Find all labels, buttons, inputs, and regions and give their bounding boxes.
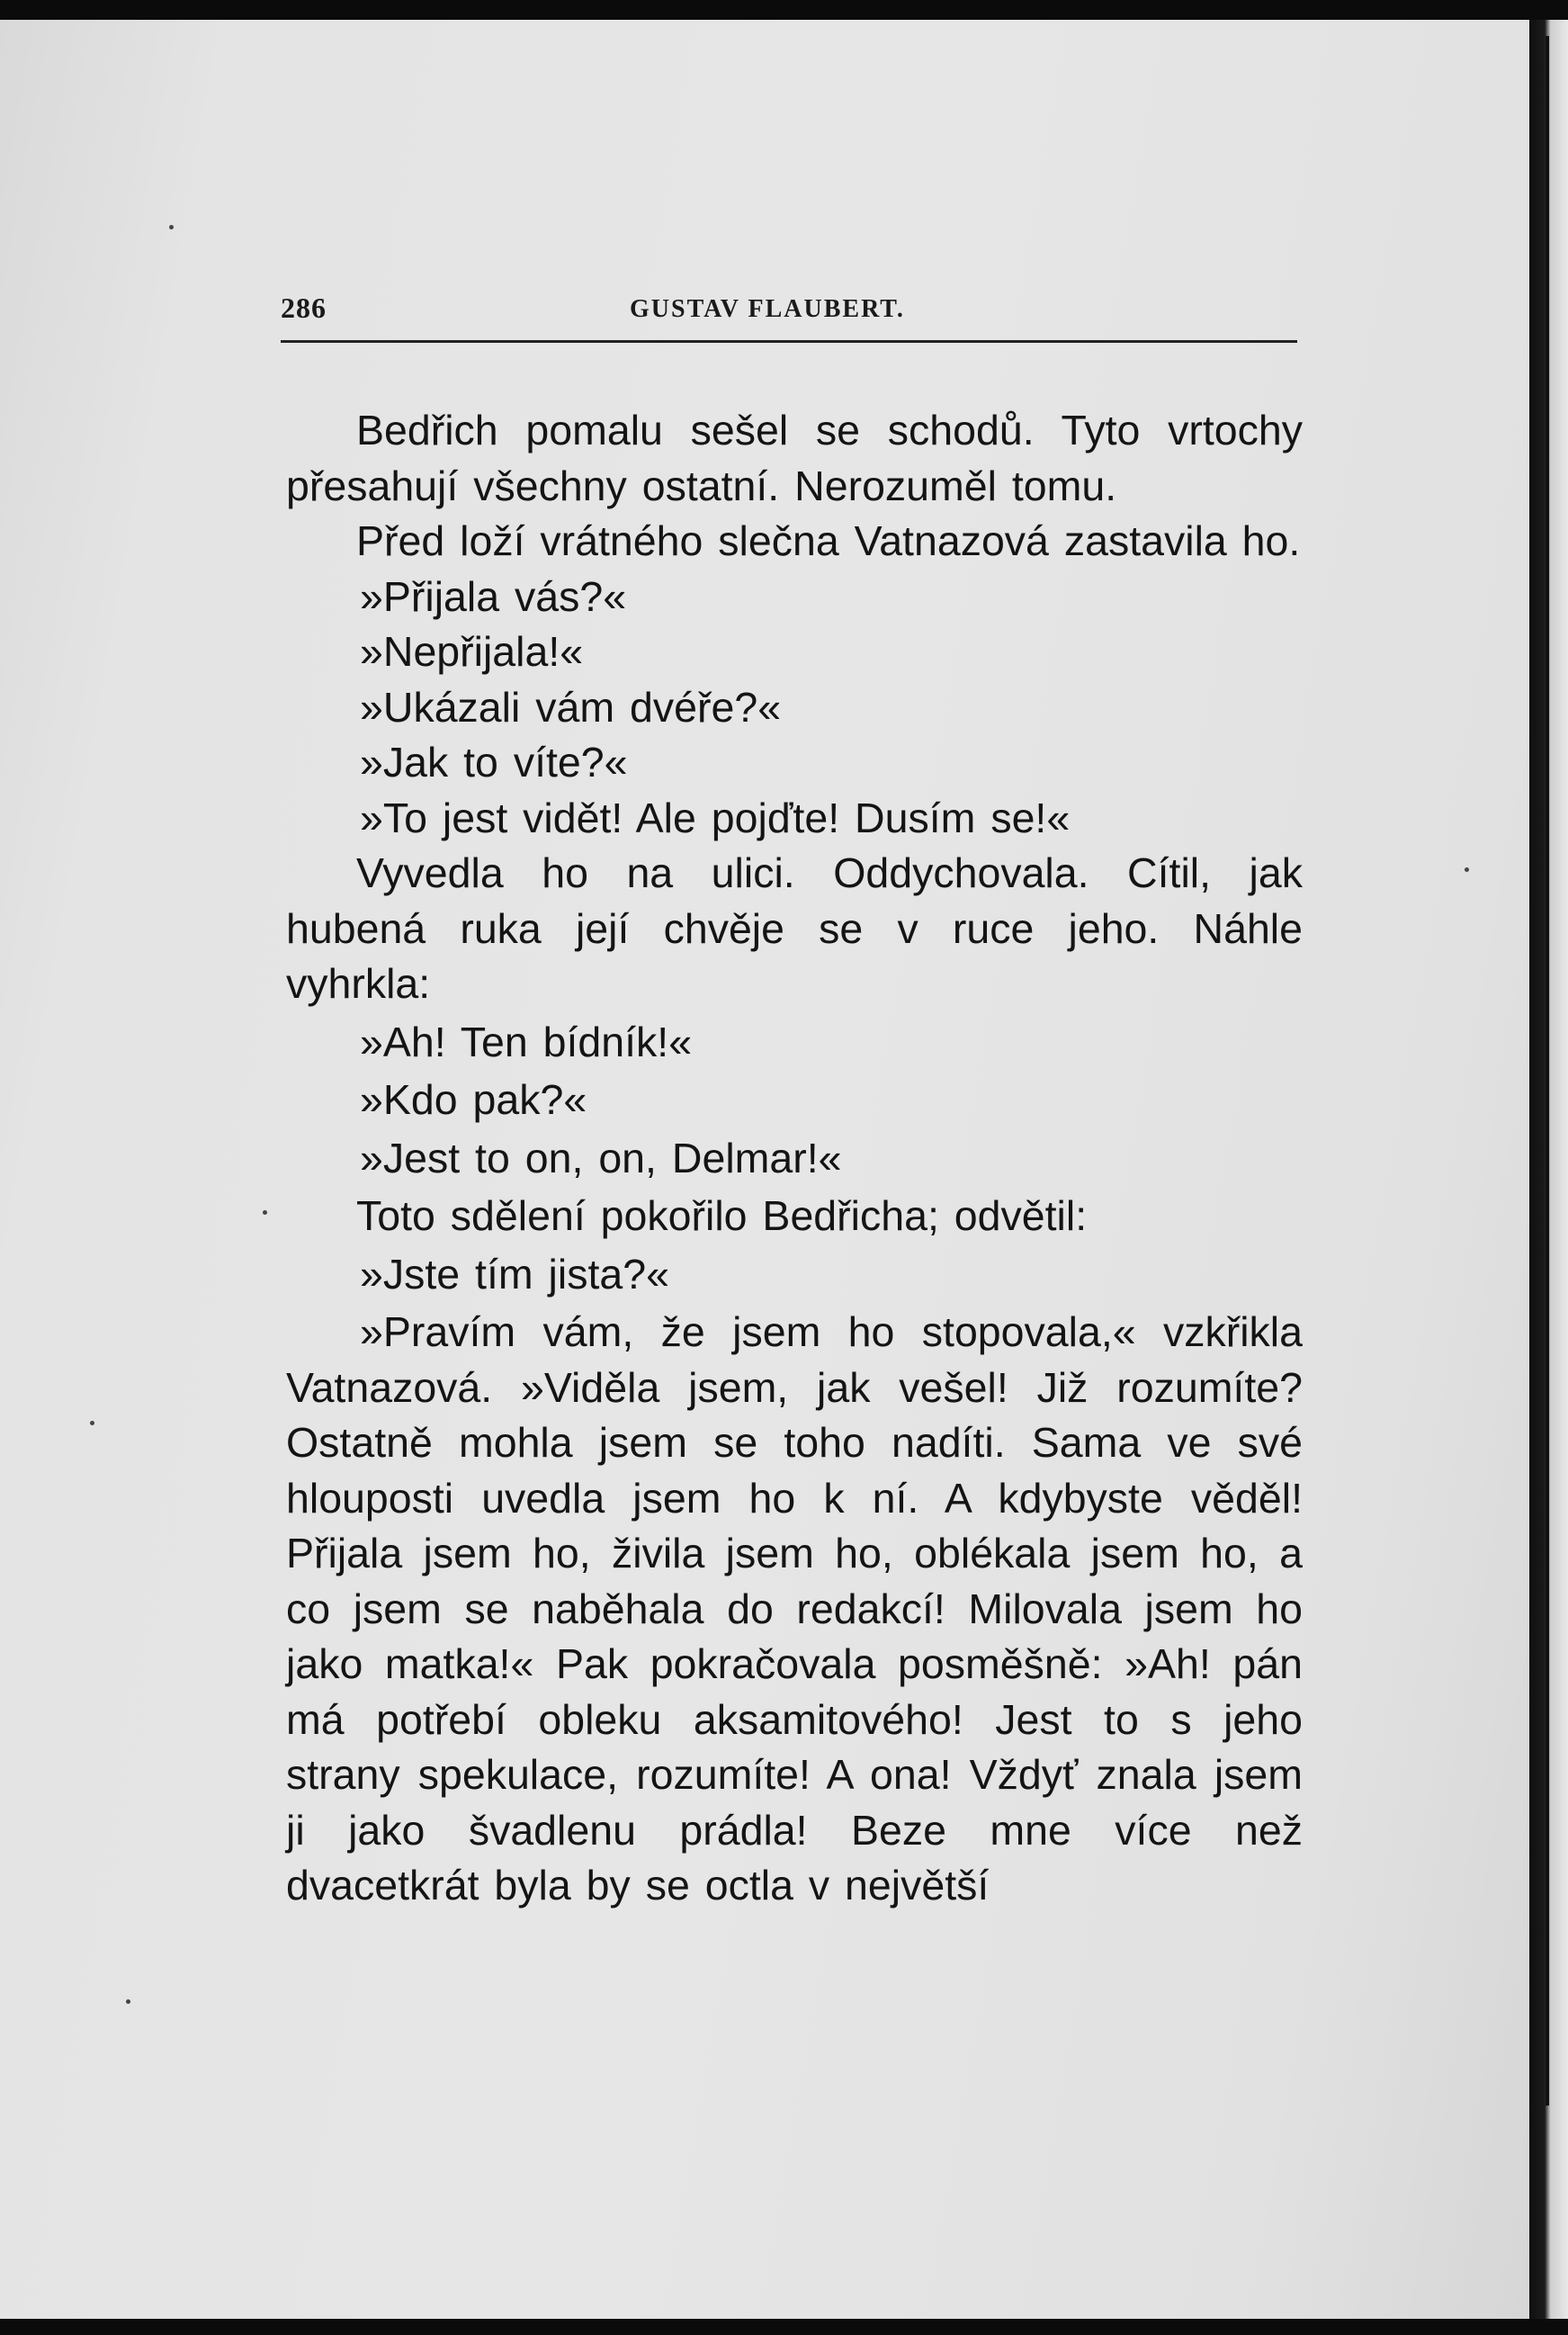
dialog-line: »To jest vidět! Ale pojďte! Dusím se!« xyxy=(360,794,1071,841)
dialog-line: »Jak to víte?« xyxy=(360,739,628,786)
paper-speck xyxy=(126,1999,130,2004)
paragraph: Toto sdělení pokořilo Bedřicha; odvětil: xyxy=(356,1192,1088,1239)
dialog-line: »Jest to on, on, Delmar!« xyxy=(360,1134,842,1181)
paper-speck xyxy=(263,1210,267,1215)
binding-edge xyxy=(1546,36,1549,2106)
dialog-line: »Kdo pak?« xyxy=(360,1076,587,1123)
running-header xyxy=(281,286,1297,331)
body-text xyxy=(286,403,1303,1914)
page-number: 286 xyxy=(281,292,327,324)
paper-speck xyxy=(169,225,174,229)
running-title: GUSTAV FLAUBERT. xyxy=(630,295,905,323)
paragraph: »Pravím vám, že jsem ho stopovala,« vzkřikla Vatnazová. »Viděla jsem, jak vešel! Již rozumíte? Ostatně mohla jsem se toho nadíti. Sama ve své hlouposti uvedla jsem ho k ní. A kdybyste věděl! Přijala jsem ho, živila jsem ho, oblékala jsem ho, a co jsem se naběhala do redakcí! Milovala jsem ho jako matka!« Pak pokračovala posměšně: »Ah! pán má potřebí obleku aksamitového! Jest to s jeho strany spekulace, rozumíte! A ona! Vždyť znala jsem ji jako švadlenu prádla! Beze mne více než dvacetkrát byla by se octla v největší xyxy=(286,1308,1303,1908)
paragraph: Vyvedla ho na ulici. Oddychovala. Cítil, jak hubená ruka její chvěje se v ruce jeho. Náhle vyhrkla: xyxy=(286,849,1303,1007)
dialog-line: »Přijala vás?« xyxy=(360,572,627,620)
dialog-line: »Ukázali vám dvéře?« xyxy=(360,683,782,731)
dialog-line: »Jste tím jista?« xyxy=(360,1250,669,1298)
paragraph: Bedřich pomalu sešel se schodů. Tyto vrtochy přesahují všechny ostatní. Nerozuměl tomu. xyxy=(286,407,1303,509)
paper-speck xyxy=(1465,867,1469,872)
dialog-line: »Ah! Ten bídník!« xyxy=(360,1018,693,1065)
paper-speck xyxy=(90,1421,94,1425)
dialog-line: »Nepřijala!« xyxy=(360,628,584,675)
header-rule xyxy=(281,340,1297,343)
paragraph: Před loží vrátného slečna Vatnazová zastavila ho. xyxy=(356,517,1301,564)
